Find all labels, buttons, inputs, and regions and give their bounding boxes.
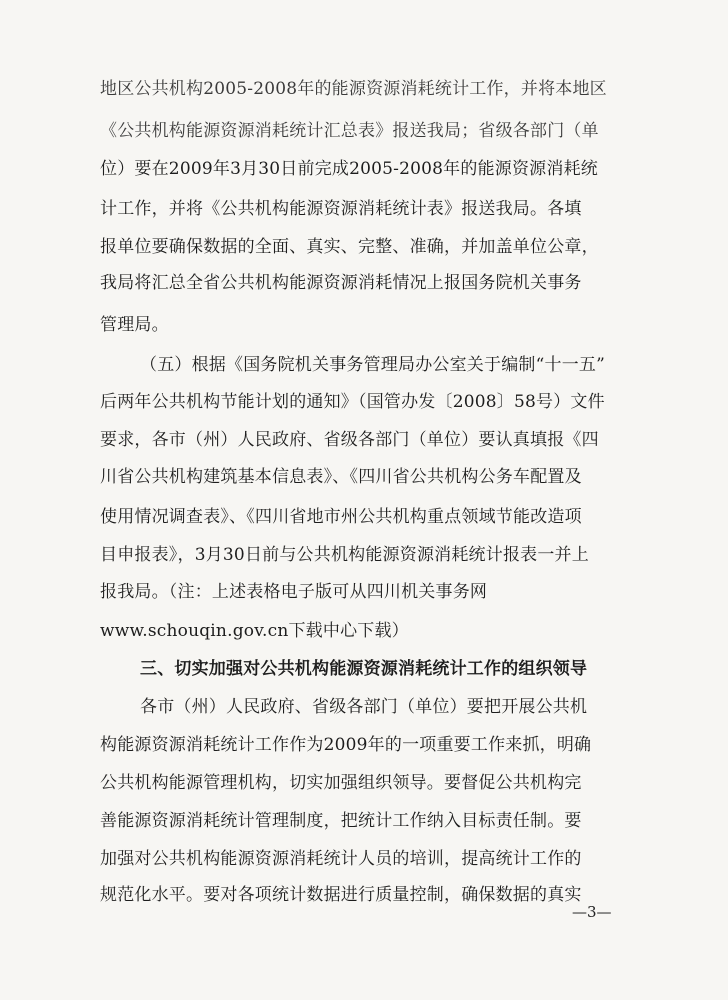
paragraph-line: www.schouqin.gov.cn下载中心下载） bbox=[100, 621, 409, 641]
paragraph-line: 我局将汇总全省公共机构能源资源消耗情况上报国务院机关事务 bbox=[100, 273, 582, 293]
section-heading: 三、切实加强对公共机构能源资源消耗统计工作的组织领导 bbox=[140, 659, 588, 679]
paragraph-line: （五）根据《国务院机关事务管理局办公室关于编制“十一五” bbox=[140, 355, 605, 375]
paragraph-line: 目申报表》，3月30日前与公共机构能源资源消耗统计报表一并上 bbox=[100, 545, 589, 565]
paragraph-line: 后两年公共机构节能计划的通知》（国管办发〔2008〕58号）文件 bbox=[100, 392, 605, 412]
paragraph-line: 使用情况调查表》、《四川省地市州公共机构重点领域节能改造项 bbox=[100, 507, 582, 527]
paragraph-line: 川省公共机构建筑基本信息表》、《四川省公共机构公务车配置及 bbox=[100, 467, 582, 487]
paragraph-line: 各市（州）人民政府、省级各部门（单位）要把开展公共机 bbox=[140, 697, 588, 717]
paragraph-line: 构能源资源消耗统计工作作为2009年的一项重要工作来抓，明确 bbox=[100, 735, 592, 755]
paragraph-line: 地区公共机构2005-2008年的能源资源消耗统计工作，并将本地区 bbox=[100, 79, 607, 99]
paragraph-line: 报我局。（注：上述表格电子版可从四川机关事务网 bbox=[100, 582, 488, 602]
paragraph-line: 报单位要确保数据的全面、真实、完整、准确，并加盖单位公章， bbox=[100, 237, 599, 257]
paragraph-line: 规范化水平。要对各项统计数据进行质量控制，确保数据的真实 bbox=[100, 885, 582, 905]
paragraph-line: 《公共机构能源资源消耗统计汇总表》报送我局；省级各部门（单 bbox=[100, 121, 599, 141]
paragraph-line: 公共机构能源管理机构，切实加强组织领导。要督促公共机构完 bbox=[100, 773, 582, 793]
paragraph-line: 善能源资源消耗统计管理制度，把统计工作纳入目标责任制。要 bbox=[100, 811, 582, 831]
paragraph-line: 位）要在2009年3月30日前完成2005-2008年的能源资源消耗统 bbox=[100, 159, 598, 179]
paragraph-line: 要求，各市（州）人民政府、省级各部门（单位）要认真填报《四 bbox=[100, 430, 599, 450]
paragraph-line: 管理局。 bbox=[100, 315, 169, 335]
paragraph-line: 加强对公共机构能源资源消耗统计人员的培训，提高统计工作的 bbox=[100, 849, 582, 869]
paragraph-line: 计工作，并将《公共机构能源资源消耗统计表》报送我局。各填 bbox=[100, 199, 582, 219]
page-number: —3— bbox=[572, 903, 612, 921]
